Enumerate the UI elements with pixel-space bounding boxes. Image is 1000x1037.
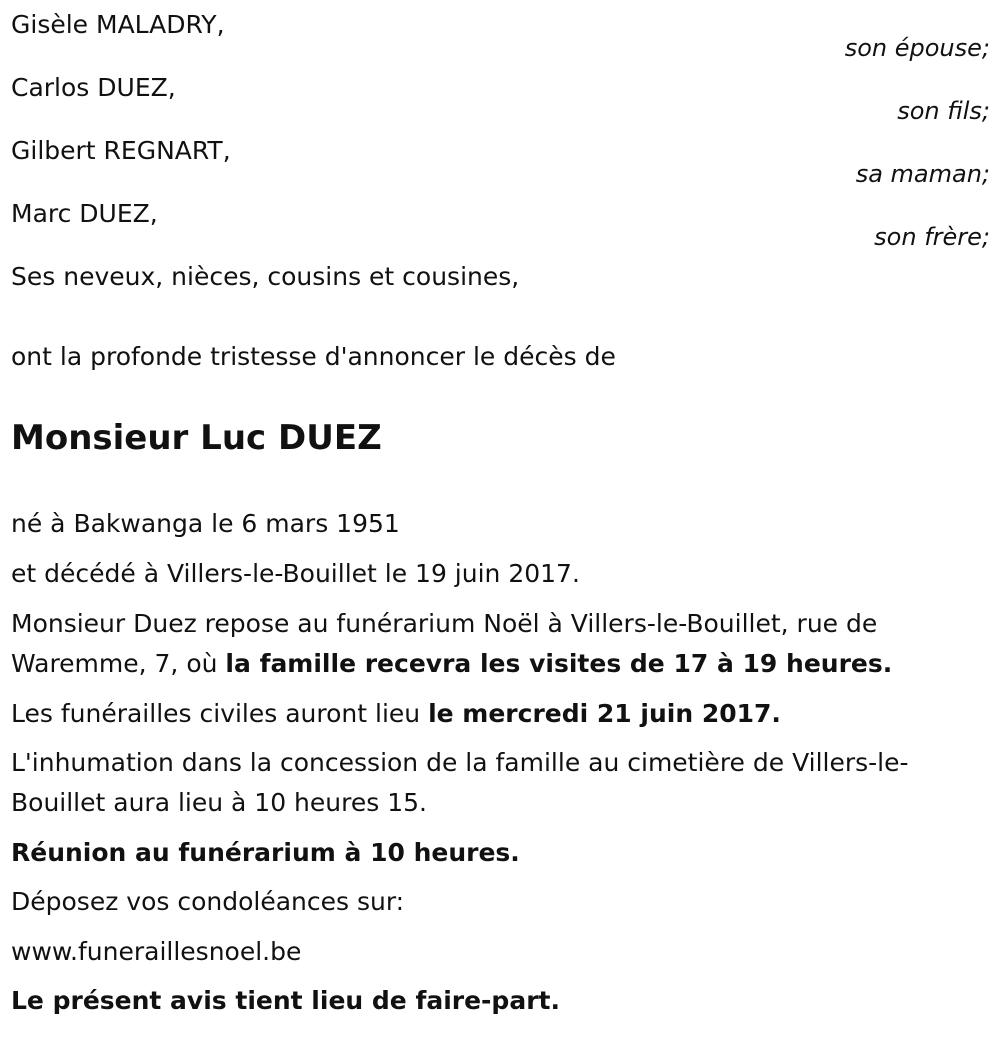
family-member-name: Gilbert REGNART, xyxy=(11,136,231,165)
visit-hours: la famille recevra les visites de 17 à 19 heures. xyxy=(225,649,893,678)
death-line: et décédé à Villers-le-Bouillet le 19 juin 2017. xyxy=(11,559,580,588)
meeting-text: Réunion au funérarium à 10 heures. xyxy=(11,838,520,867)
funeral-date: le mercredi 21 juin 2017. xyxy=(428,699,781,728)
family-member-name: Marc DUEZ, xyxy=(11,199,158,228)
extended-family: Ses neveux, nièces, cousins et cousines, xyxy=(11,262,520,291)
family-member-name: Gisèle MALADRY, xyxy=(11,10,225,39)
family-member-relation: son épouse; xyxy=(844,34,990,62)
repose-text: Monsieur Duez repose au funérarium Noël à Villers-le-Bouillet, rue de Waremme, 7, où xyxy=(11,609,878,678)
repose-paragraph xyxy=(11,604,971,684)
condolences-label: Déposez vos condoléances sur: xyxy=(11,887,405,916)
birth-line: né à Bakwanga le 6 mars 1951 xyxy=(11,509,400,538)
funeral-text: Les funérailles civiles auront lieu xyxy=(11,699,429,728)
deceased-name: Monsieur Luc DUEZ xyxy=(11,418,382,458)
website-link[interactable]: www.funeraillesnoel.be xyxy=(11,937,302,966)
burial-paragraph: L'inhumation dans la concession de la famille au cimetière de Villers-le-Bouillet aura lieu à 10 heures 15. xyxy=(11,748,909,817)
notice-line xyxy=(11,981,971,1021)
meeting-line xyxy=(11,833,971,873)
family-member-relation: sa maman; xyxy=(855,160,990,188)
family-member-name: Carlos DUEZ, xyxy=(11,73,176,102)
family-member-relation: son frère; xyxy=(874,223,990,251)
notice-text: Le présent avis tient lieu de faire-part. xyxy=(11,986,560,1015)
announcement-line: ont la profonde tristesse d'annoncer le décès de xyxy=(11,342,616,371)
funeral-paragraph xyxy=(11,694,971,734)
family-member-relation: son fils; xyxy=(897,97,990,125)
